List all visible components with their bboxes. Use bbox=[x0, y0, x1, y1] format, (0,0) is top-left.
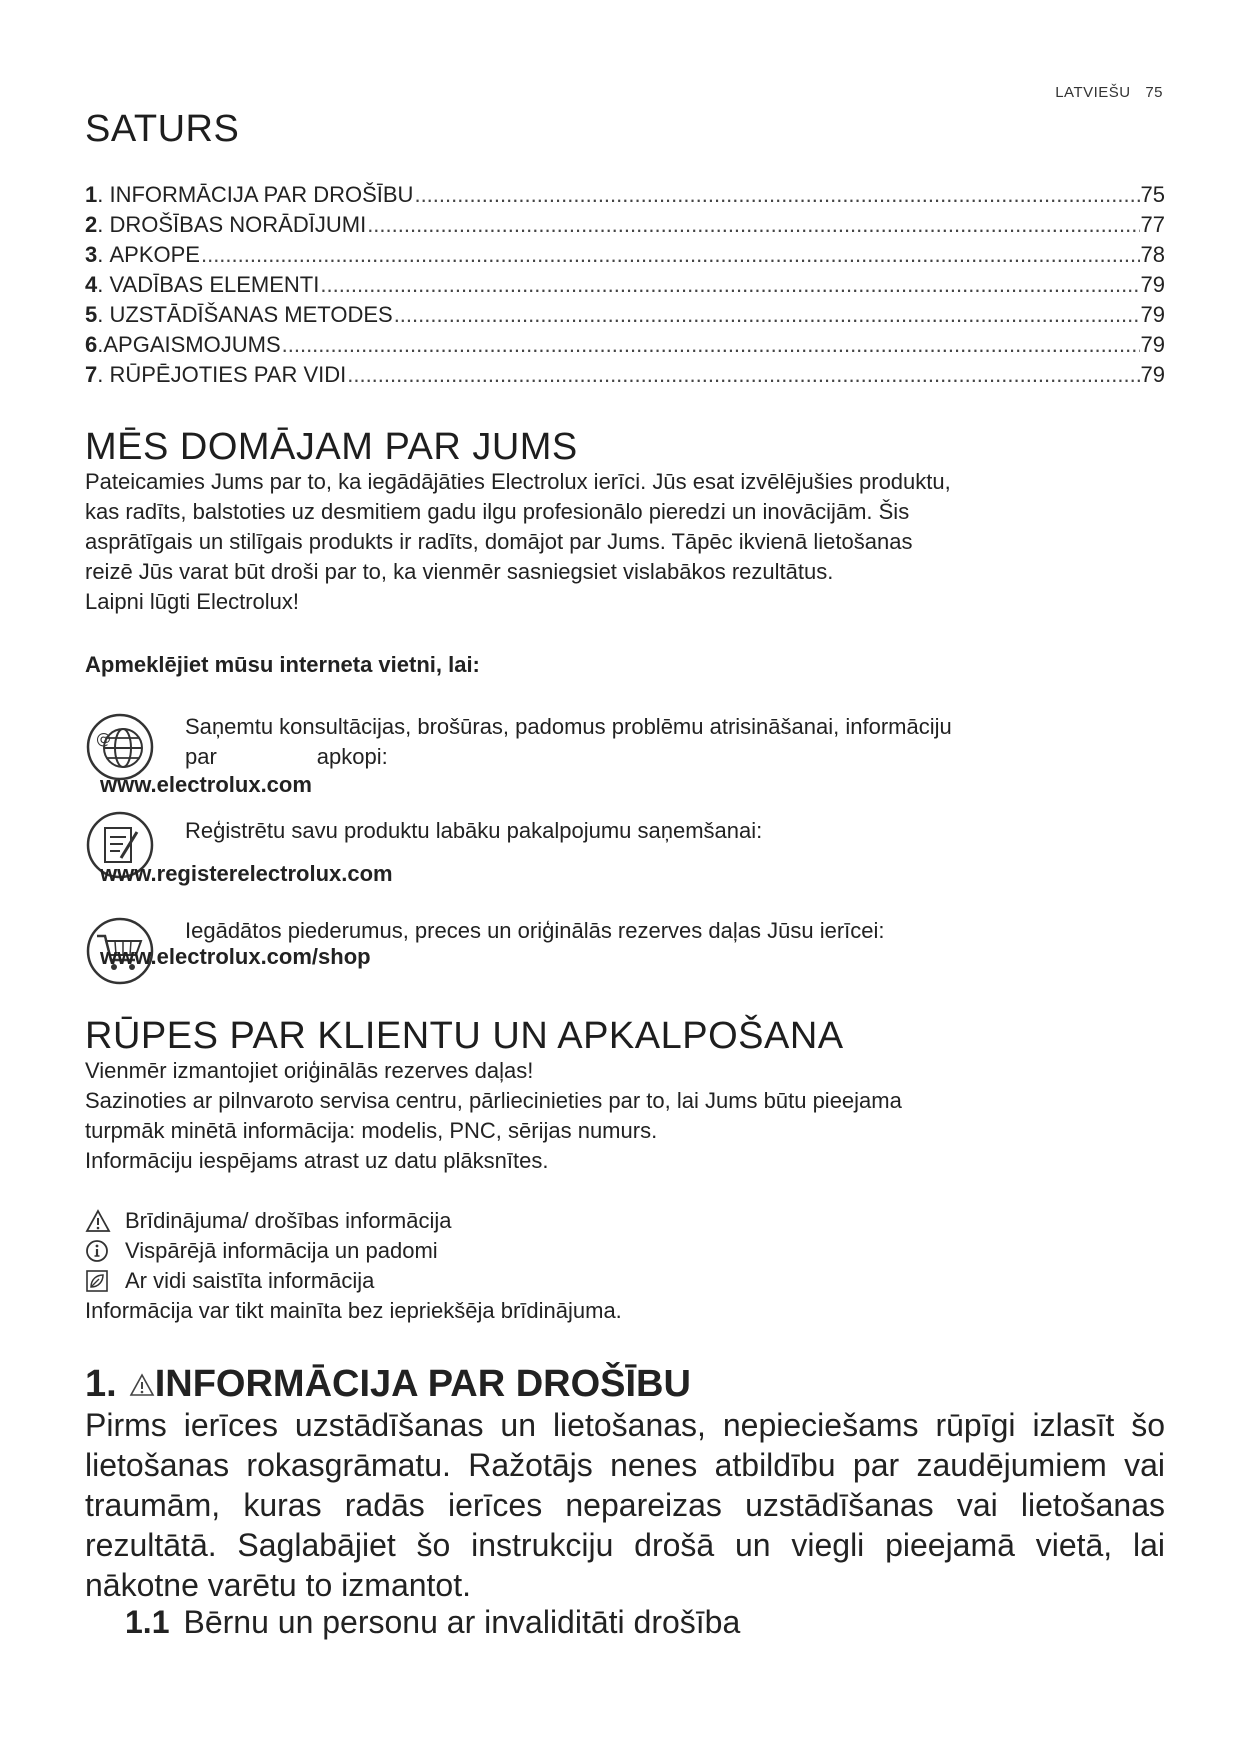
toc-item-separator: . bbox=[97, 332, 104, 357]
toc-item-number: 5 bbox=[85, 302, 98, 327]
toc-item-separator: . bbox=[97, 302, 110, 327]
toc-item-page: 79 bbox=[1140, 362, 1165, 387]
legend-text: Brīdinājuma/ drošības informācija bbox=[125, 1208, 452, 1233]
toc-item[interactable] bbox=[85, 180, 1165, 210]
shop-link[interactable]: www.electrolux.com/shop bbox=[100, 944, 371, 969]
toc-item-number: 3 bbox=[85, 242, 98, 267]
toc-item-page: 77 bbox=[1140, 212, 1165, 237]
care-title: RŪPES PAR KLIENTU UN APKALPOŠANA bbox=[85, 1015, 844, 1057]
intro-line: kas radīts, balstoties uz desmitiem gadu ilgu profesionālo pieredzi un inovācijām. Šis bbox=[85, 499, 910, 524]
toc-item-page: 79 bbox=[1140, 302, 1165, 327]
care-line: Informāciju iespējams atrast uz datu plāksnītes. bbox=[85, 1148, 549, 1173]
toc-item-label: UZSTĀDĪŠANAS METODES bbox=[109, 302, 393, 327]
toc-item-page: 79 bbox=[1140, 272, 1165, 297]
care-line: Vienmēr izmantojiet oriģinālās rezerves daļas! bbox=[85, 1058, 534, 1083]
section-number: 1. bbox=[85, 1363, 117, 1405]
visit-heading: Apmeklējiet mūsu interneta vietni, lai: bbox=[85, 652, 480, 677]
toc-item-number: 1 bbox=[85, 182, 98, 207]
legend-item bbox=[85, 1236, 622, 1266]
toc-leader-dots bbox=[394, 300, 1140, 330]
toc-leader-dots bbox=[367, 210, 1139, 240]
svg-text:@: @ bbox=[96, 730, 111, 748]
visit-text: Reģistrētu savu produktu labāku pakalpojumu saņemšanai: bbox=[185, 818, 763, 843]
toc-leader-dots bbox=[282, 330, 1140, 360]
intro-text bbox=[85, 467, 1165, 617]
intro-line: Pateicamies Jums par to, ka iegādājāties Electrolux ierīci. Jūs esat izvēlējušies produktu, bbox=[85, 469, 951, 494]
toc-item-separator: . bbox=[97, 362, 110, 387]
toc-item-separator: . bbox=[97, 242, 110, 267]
toc-item-label: DROŠĪBAS NORĀDĪJUMI bbox=[109, 212, 367, 237]
symbol-legend bbox=[85, 1206, 622, 1326]
toc-item-separator: . bbox=[97, 182, 110, 207]
intro-title: MĒS DOMĀJAM PAR JUMS bbox=[85, 426, 578, 468]
toc-title: SATURS bbox=[85, 108, 240, 150]
section-title: INFORMĀCIJA PAR DROŠĪBU bbox=[154, 1363, 691, 1405]
register-link[interactable]: www.registerelectrolux.com bbox=[100, 861, 393, 886]
toc-item[interactable] bbox=[85, 240, 1165, 270]
toc-item-label: RŪPĒJOTIES PAR VIDI bbox=[109, 362, 347, 387]
info-icon bbox=[85, 1239, 111, 1263]
toc-leader-dots bbox=[347, 360, 1139, 390]
visit-text bbox=[185, 742, 388, 772]
subsection-title: Bērnu un personu ar invaliditāti drošība bbox=[183, 1604, 741, 1640]
visit-text-part: par bbox=[185, 744, 217, 769]
subsection-1-1 bbox=[125, 1604, 740, 1641]
care-line: Sazinoties ar pilnvaroto servisa centru, pārliecinieties par to, lai Jums būtu pieejama bbox=[85, 1088, 902, 1113]
toc-item-number: 7 bbox=[85, 362, 98, 387]
toc-item-number: 6 bbox=[85, 332, 98, 357]
warning-icon bbox=[85, 1209, 111, 1233]
header-language: LATVIEŠU bbox=[1055, 84, 1131, 101]
intro-line: Laipni lūgti Electrolux! bbox=[85, 589, 300, 614]
care-line: turpmāk minētā informācija: modelis, PNC, sērijas numurs. bbox=[85, 1118, 658, 1143]
toc-item-label: VADĪBAS ELEMENTI bbox=[109, 272, 320, 297]
toc-item-number: 2 bbox=[85, 212, 98, 237]
toc-item[interactable] bbox=[85, 360, 1165, 390]
visit-text: Saņemtu konsultācijas, brošūras, padomus problēmu atrisināšanai, informāciju bbox=[185, 714, 952, 739]
visit-text: Iegādātos piederumus, preces un oriģinālās rezerves daļas Jūsu ierīcei: bbox=[185, 918, 885, 943]
toc-item[interactable] bbox=[85, 210, 1165, 240]
subsection-number: 1.1 bbox=[125, 1604, 170, 1640]
leaf-icon bbox=[85, 1269, 111, 1293]
legend-text: Ar vidi saistīta informācija bbox=[125, 1268, 375, 1293]
page-header bbox=[1055, 84, 1163, 101]
legend-item bbox=[85, 1206, 622, 1236]
legend-text: Vispārējā informācija un padomi bbox=[125, 1238, 438, 1263]
toc-leader-dots bbox=[414, 180, 1139, 210]
toc-item-separator: . bbox=[97, 212, 110, 237]
toc-item-label: INFORMĀCIJA PAR DROŠĪBU bbox=[109, 182, 414, 207]
page-number: 75 bbox=[1145, 84, 1163, 101]
toc-leader-dots bbox=[320, 270, 1139, 300]
visit-text-part: apkopi: bbox=[316, 744, 388, 769]
toc-item[interactable] bbox=[85, 330, 1165, 360]
toc-item-label: APKOPE bbox=[109, 242, 200, 267]
toc-item[interactable] bbox=[85, 270, 1165, 300]
toc-item[interactable] bbox=[85, 300, 1165, 330]
electrolux-link[interactable]: www.electrolux.com bbox=[100, 772, 312, 797]
toc-item-label: APGAISMOJUMS bbox=[103, 332, 281, 357]
warning-icon bbox=[129, 1373, 155, 1397]
section-1-body: Pirms ierīces uzstādīšanas un lietošanas, nepieciešams rūpīgi izlasīt šo lietošanas rokasgrāmatu. Ražotājs nenes atbildību par zaudējumiem vai traumām, kuras radās ierīces nepareizas uzstādīšanas vai lietošanas rezultātā. Saglabājiet šo instrukciju drošā un viegli pieejamā vietā, lai nākotne varētu to izmantot. bbox=[85, 1407, 1165, 1603]
intro-line: asprātīgais un stilīgais produkts ir radīts, domājot par Jums. Tāpēc ikvienā lietošanas bbox=[85, 529, 913, 554]
toc-item-separator: . bbox=[97, 272, 110, 297]
intro-line: reizē Jūs varat būt droši par to, ka vienmēr sasniegsiet vislabākos rezultātus. bbox=[85, 559, 834, 584]
toc-item-page: 75 bbox=[1140, 182, 1165, 207]
section-1-heading bbox=[85, 1363, 691, 1406]
legend-item bbox=[85, 1266, 622, 1296]
toc-leader-dots bbox=[201, 240, 1140, 270]
care-text bbox=[85, 1056, 1165, 1176]
table-of-contents bbox=[85, 180, 1165, 390]
toc-item-page: 79 bbox=[1140, 332, 1165, 357]
toc-item-number: 4 bbox=[85, 272, 98, 297]
toc-item-page: 78 bbox=[1140, 242, 1165, 267]
care-note: Informācija var tikt mainīta bez iepriekšēja brīdinājuma. bbox=[85, 1298, 622, 1323]
